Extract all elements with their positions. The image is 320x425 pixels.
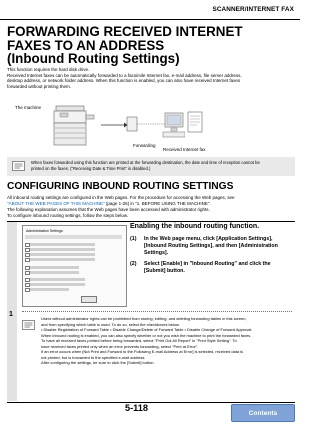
screenshot-submit-button bbox=[81, 296, 97, 303]
note-line: • Disable Registration of Forward Table • Disable Change/Delete of Forward Table • Disable Change of Forward Approval bbox=[41, 327, 252, 332]
step-number-tab bbox=[7, 222, 17, 401]
screenshot-option bbox=[29, 248, 95, 251]
step-heading: Enabling the inbound routing function. bbox=[130, 223, 260, 230]
body-line: All inbound routing settings are configured in the Web pages. For the procedure for accessing the Web pages, see bbox=[7, 195, 235, 200]
note-line: not printed, but is forwarded to the specified e-mail address. bbox=[41, 354, 146, 360]
note-line: After configuring the settings, be sure to click the [Submit] button. bbox=[41, 360, 155, 365]
screenshot-option bbox=[29, 278, 85, 281]
screenshot-title: Administration Settings bbox=[26, 229, 63, 233]
divider bbox=[22, 311, 292, 312]
note-icon bbox=[22, 320, 35, 330]
sub-step-number: (2) bbox=[130, 261, 137, 268]
note-text bbox=[31, 160, 291, 171]
screenshot-option bbox=[29, 258, 95, 261]
section-heading: CONFIGURING INBOUND ROUTING SETTINGS bbox=[7, 181, 234, 192]
screenshot-option bbox=[29, 253, 95, 256]
note-line: When faxes forwarded using this function are printed at the forwarding destination, the date and time of reception cannot be bbox=[31, 160, 260, 165]
step-1 bbox=[7, 221, 295, 403]
web-pages-link[interactable]: "ABOUT THE WEB PAGES OF THIS MACHINE" bbox=[7, 200, 105, 206]
body-line: The following explanation assumes that the Web pages have been accessed with administrator rights. bbox=[7, 206, 210, 212]
body-line-rest: (page 1-26) in "1. BEFORE USING THE MACHINE". bbox=[104, 200, 211, 206]
title-line-3: (Inbound Routing Settings) bbox=[7, 51, 180, 67]
note-line: When inbound routing is enabled, you can also specify whether or not you wish the machine to print the forwarded faxes. bbox=[41, 332, 252, 338]
title-line-1: FORWARDING RECEIVED INTERNET bbox=[7, 24, 243, 39]
intro-line: Received Internet faxes can be automatically forwarded to a facsimile Internet fax, e-mail address, file server address, bbox=[7, 72, 242, 78]
screenshot-option bbox=[29, 288, 69, 291]
note-line: To have all received faxes printed before being forwarded, select "Print Out All Report" in "Print Style Setting". To bbox=[41, 338, 237, 343]
page-header bbox=[0, 0, 300, 20]
screenshot-option bbox=[29, 271, 79, 274]
machine-label: The machine bbox=[15, 105, 42, 110]
screenshot-option bbox=[29, 243, 95, 246]
intro-line: This function requires the hard disk drive. bbox=[7, 67, 90, 72]
note-line: have received faxes printed only when an error prevents forwarding, select "Print at Error". bbox=[41, 343, 199, 349]
screenshot-option bbox=[29, 266, 79, 269]
received-fax-label: Received Internet fax bbox=[163, 147, 206, 152]
sub-step-1 bbox=[130, 236, 290, 257]
sub-step-2 bbox=[130, 261, 290, 275]
forwarding-figure bbox=[7, 103, 295, 153]
note-box bbox=[7, 157, 295, 176]
sub-step-text: Select [Enable] in "Inbound Routing" and click the [Submit] button. bbox=[144, 261, 271, 275]
contents-button[interactable]: Contents bbox=[231, 404, 295, 422]
note-line: and from specifying which table is used. To do so, select the checkboxes below. bbox=[41, 321, 180, 327]
note-line: printed on the faxes. ("Receiving Date & Time Print" is disabled.) bbox=[31, 165, 151, 171]
screenshot-toolbar bbox=[25, 235, 122, 239]
title-line-2: FAXES TO AN ADDRESS bbox=[7, 37, 165, 53]
step-instructions bbox=[130, 223, 290, 279]
screenshot-option bbox=[29, 283, 85, 286]
page-title bbox=[7, 25, 297, 66]
section-body bbox=[7, 195, 295, 219]
intro-text bbox=[7, 67, 295, 90]
step-note-text bbox=[41, 316, 294, 366]
note-line: If an error occurs when [Not Print and Forward to the Following E-mail Address at Error] is selected, received data is bbox=[41, 349, 243, 354]
note-icon bbox=[12, 161, 25, 171]
intro-line: forwarded without printing them. bbox=[7, 84, 72, 90]
printer-machine-icon bbox=[50, 105, 100, 147]
note-line: Users without administrator rights can be prohibited from storing, editing, and deleting forwarding tables in this screen, bbox=[41, 316, 247, 321]
forwarding-label: Forwarding bbox=[133, 143, 156, 148]
body-line: To configure inbound routing settings, follow the steps below. bbox=[7, 212, 129, 218]
step-number: 1 bbox=[9, 311, 13, 318]
intro-line: desktop address, or network folder address. When this function is enabled, you can also have received Internet faxes bbox=[7, 78, 241, 84]
admin-settings-screenshot bbox=[22, 225, 127, 307]
computer-network-icon bbox=[125, 109, 185, 143]
sub-step-text: In the Web page menu, click [Application Settings], [Inbound Routing Settings], and then [Administration Settings]. bbox=[144, 236, 278, 257]
sub-step-number: (1) bbox=[130, 236, 137, 242]
page-number: 5-118 bbox=[125, 403, 148, 413]
received-fax-icon bbox=[185, 111, 205, 133]
forwarding-arrow-icon bbox=[100, 121, 128, 129]
section-name: SCANNER/INTERNET FAX bbox=[212, 6, 294, 13]
